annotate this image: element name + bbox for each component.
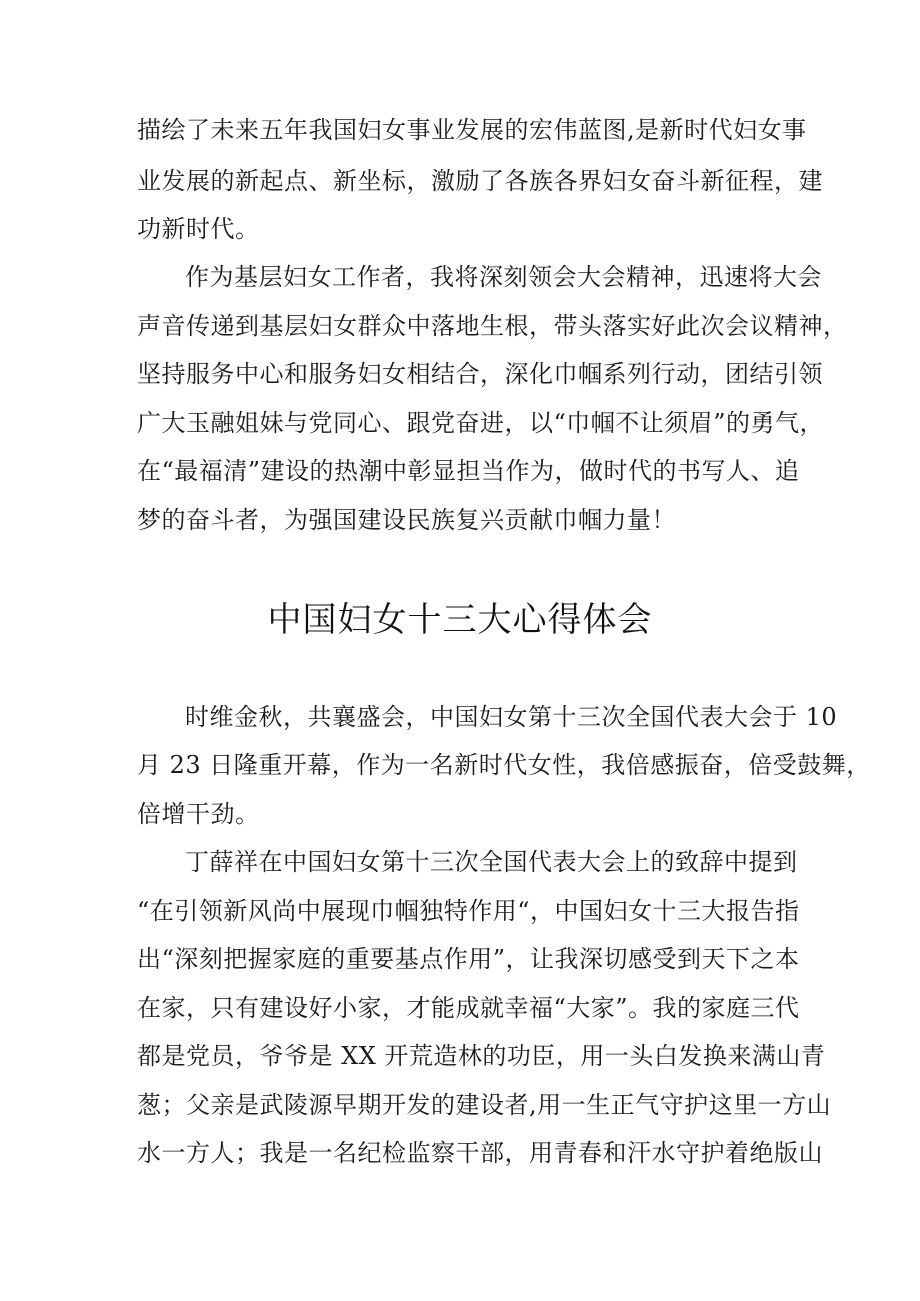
paragraph-line: 业发展的新起点、新坐标，激励了各族各界妇女奋斗新征程，建 — [137, 167, 823, 195]
paragraph-line: 出“深刻把握家庭的重要基点作用”，让我深切感受到天下之本 — [137, 945, 800, 973]
paragraph-line: 倍增干劲。 — [137, 800, 260, 828]
page-title: 中国妇女十三大心得体会 — [267, 600, 653, 640]
paragraph-line: 坚持服务中心和服务妇女相结合，深化巾帼系列行动，团结引领 — [137, 360, 823, 388]
paragraph-line: 水一方人；我是一名纪检监察干部，用青春和汗水守护着绝版山 — [137, 1139, 823, 1167]
paragraph-line: 月 23 日隆重开幕，作为一名新时代女性，我倍感振奋，倍受鼓舞， — [137, 751, 871, 779]
paragraph-line: 梦的奋斗者，为强国建设民族复兴贡献巾帼力量！ — [137, 506, 676, 534]
paragraph-line: 在家，只有建设好小家，才能成就幸福“大家”。我的家庭三代 — [137, 994, 800, 1022]
paragraph-line: “在引领新风尚中展现巾帼独特作用“，中国妇女十三大报告指 — [137, 897, 800, 925]
paragraph-line: 描绘了未来五年我国妇女事业发展的宏伟蓝图,是新时代妇女事 — [137, 116, 807, 144]
paragraph-line: 丁薛祥在中国妇女第十三次全国代表大会上的致辞中提到 — [185, 848, 798, 876]
paragraph-line: 葱；父亲是武陵源早期开发的建设者,用一生正气守护这里一方山 — [137, 1091, 832, 1119]
paragraph-line: 时维金秋，共襄盛会，中国妇女第十三次全国代表大会于 10 — [185, 703, 838, 731]
paragraph-line: 在“最福清”建设的热潮中彰显担当作为，做时代的书写人、追 — [137, 457, 800, 485]
paragraph-line: 功新时代。 — [137, 215, 260, 243]
paragraph-line: 作为基层妇女工作者，我将深刻领会大会精神，迅速将大会 — [185, 263, 822, 291]
paragraph-line: 都是党员，爷爷是 XX 开荒造林的功臣，用一头白发换来满山青 — [137, 1042, 826, 1070]
paragraph-line: 广大玉融姐妹与党同心、跟党奋进，以“巾帼不让须眉”的勇气， — [137, 409, 825, 437]
paragraph-line: 声音传递到基层妇女群众中落地生根，带头落实好此次会议精神， — [137, 312, 848, 340]
